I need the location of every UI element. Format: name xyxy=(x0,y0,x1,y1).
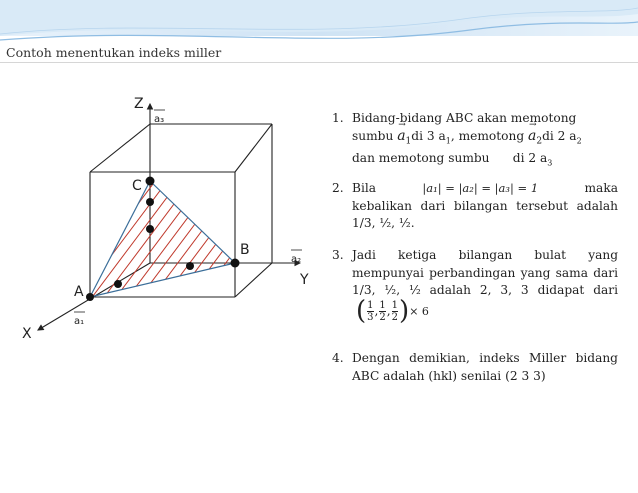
list-number: 4. xyxy=(332,351,344,365)
item1-line3: dan memotong sumbu di 2 $a_3$ xyxy=(352,151,553,168)
point-c xyxy=(146,177,155,186)
item2-line1: Bila |a₁| = |a₂| = |a₃| = 1 maka xyxy=(352,180,618,198)
a2-vector-label: a₂ xyxy=(291,254,302,265)
miller-plane-diagram xyxy=(0,85,330,345)
point-c-label: C xyxy=(132,178,142,194)
title-divider xyxy=(0,62,638,63)
list-item-4 xyxy=(332,350,618,385)
item1-line1: Bidang-bidang ABC akan memotong xyxy=(352,111,577,125)
item1-line2: sumbu → $a_1di$ 3 $a_1$, memotong → $a_2di$ 2 $a_2$ xyxy=(352,128,618,151)
point-a-label: A xyxy=(74,284,84,300)
point-x2 xyxy=(114,280,122,288)
y-axis-label: Y xyxy=(300,272,309,288)
list-number: 2. xyxy=(332,181,344,195)
point-z1 xyxy=(146,225,154,233)
z-axis-label: Z xyxy=(134,96,144,112)
a1-vector-label: a₁ xyxy=(74,316,85,327)
plane-abc-edges xyxy=(90,181,235,297)
vector-arrows xyxy=(74,110,302,312)
list-item-1 xyxy=(332,110,618,172)
point-y1 xyxy=(186,262,194,270)
reciprocal-expression: ( $\frac{1}{3}$ , $\frac{1}{2}$ , $\frac{1}{2}$ )× 6 xyxy=(356,295,429,326)
point-b xyxy=(231,259,240,268)
list-item-3 xyxy=(332,247,618,326)
item3-text: Jadi ketiga bilangan bulat yang mempunyai perbandingan yang sama dari 1/3, ½, ½ adalah 2, 3, 3 didapat dari xyxy=(352,248,618,297)
slide-title: Contoh menentukan indeks miller xyxy=(6,45,222,60)
list-number: 3. xyxy=(332,248,344,262)
unit-vector-equation: |a₁| = |a₂| = |a₃| = 1 xyxy=(422,181,539,195)
point-a xyxy=(86,293,94,301)
plane-hatching xyxy=(66,180,300,300)
list-item-2 xyxy=(332,180,618,233)
list-number: 1. xyxy=(332,111,344,125)
item2-rest: kebalikan dari bilangan tersebut adalah 1/3, ½, ½. xyxy=(352,198,618,230)
point-b-label: B xyxy=(240,242,250,258)
x-axis-label: X xyxy=(22,326,32,342)
header-wave-band xyxy=(0,0,638,80)
point-z2 xyxy=(146,198,154,206)
a3-vector-label: a₃ xyxy=(154,114,165,125)
lattice-points xyxy=(86,177,240,302)
item4-text: Dengan demikian, indeks Miller bidang ABC adalah (hkl) senilai (2 3 3) xyxy=(352,351,618,383)
